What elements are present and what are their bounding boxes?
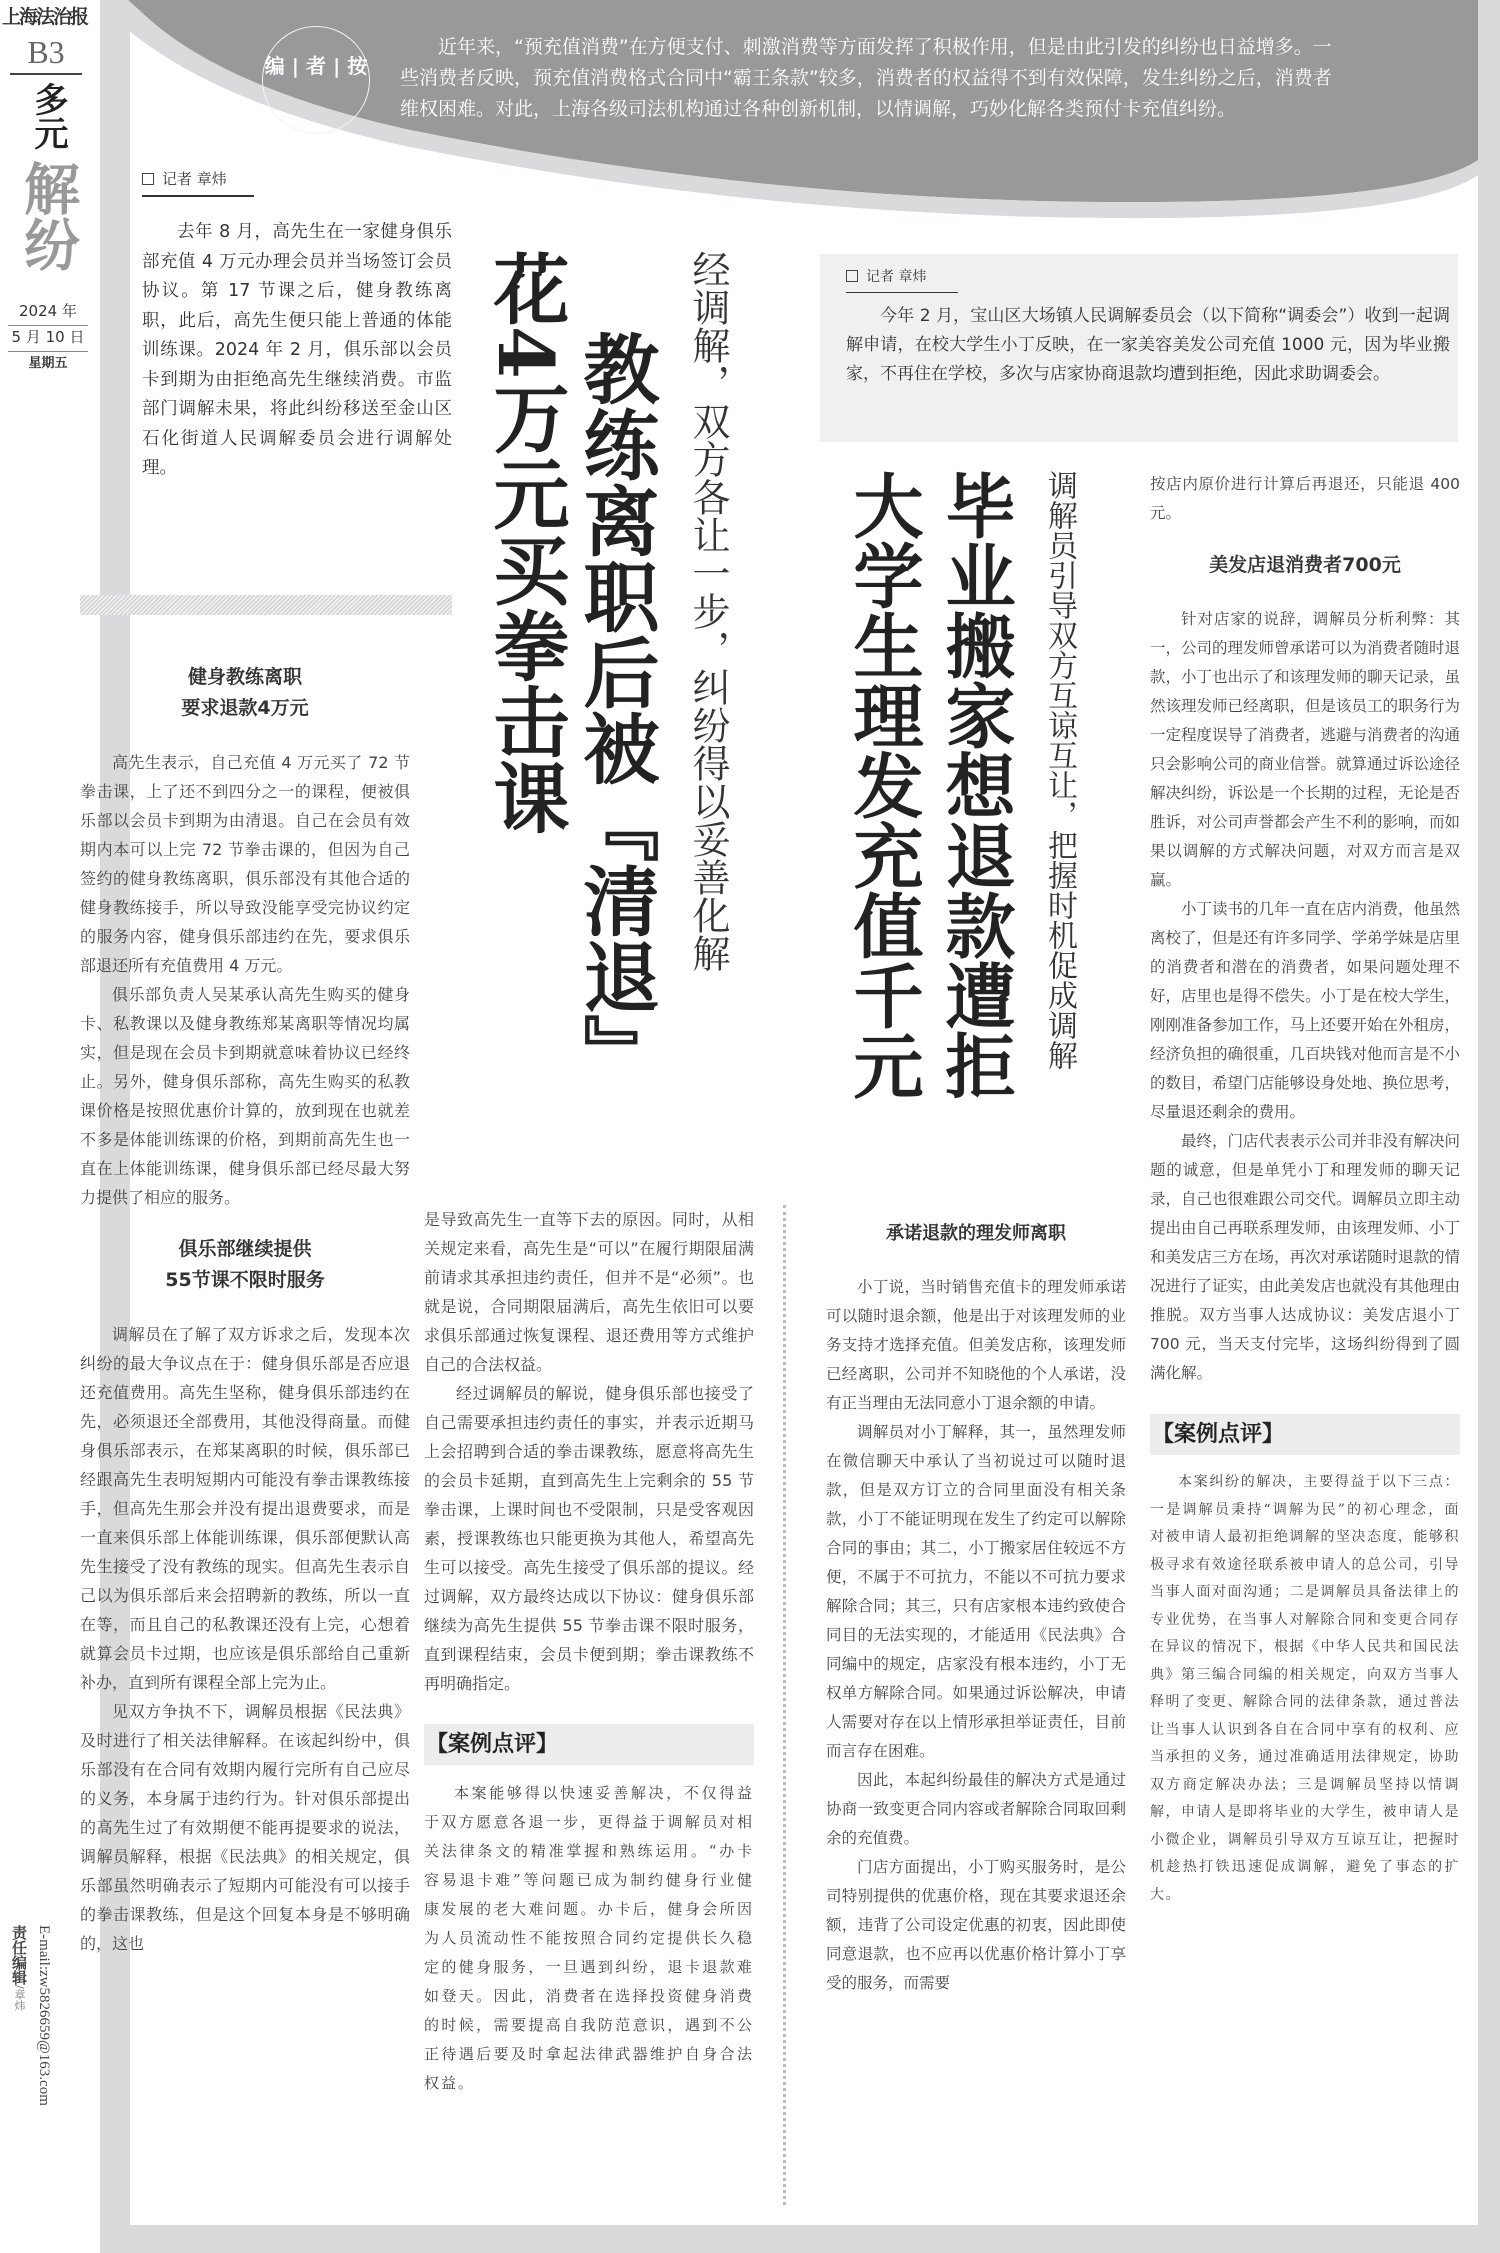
editor-note-text: 近年来，“预充值消费”在方便支付、刺激消费等方面发挥了积极作用，但是由此引发的纠纷也日益增多。一些消费者反映，预充值消费格式合同中“霸王条款”较多，消费者的权益得不到有效保障，发生纠纷之后，消费者维权困难。对此，上海各级司法机构通过各种创新机制，以情调解，巧妙化解各类预付卡充值纠纷。 xyxy=(400,36,1332,120)
article1-subheadline: 经调解，双方各让一步，纠纷得以妥善化解 xyxy=(686,250,730,972)
paragraph: 最终，门店代表表示公司并非没有解决问题的诚意，但是单凭小丁和理发师的聊天记录，自己也很难跟公司交代。调解员立即主动提出由自己再联系理发师，由该理发师、小丁和美发店三方在场，再次对承诺随时退款的情况进行了证实，由此美发店也就没有其他理由推脱。双方当事人达成协议：美发店退小丁 700 元，当天支付完毕，这场纠纷得到了圆满化解。 xyxy=(1150,1132,1461,1382)
paragraph: 小丁说，当时销售充值卡的理发师承诺可以随时退余额，他是出于对该理发师的业务支持才选择充值。但美发店称，该理发师已经离职，公司并不知晓他的个人承诺，没有正当理由无法同意小丁退余额的申请。 xyxy=(826,1278,1126,1412)
article2-lead: 今年 2 月，宝山区大场镇人民调解委员会（以下简称“调委会”）收到一起调解申请，在校大学生小丁反映，在一家美容美发公司充值 1000 元，因为毕业搬家，不再住在学校，多次与店家协商退款均遭到拒绝，因此求助调委会。 xyxy=(846,306,1450,384)
article2-section1-title: 承诺退款的理发师离职 xyxy=(886,1223,1066,1244)
paragraph: 调解员对小丁解释，其一，虽然理发师在微信聊天中承认了当初说过可以随时退款，但是双方订立的合同里面没有相关条款，小丁不能证明现在发生了约定可以解除合同的事由；其二，小丁搬家居住较远不方便，不属于不可抗力，不能以不可抗力要求解除合同；其三，只有店家根本违约致使合同目的无法实现的，才能适用《民法典》合同编中的规定，店家没有根本违约，小丁无权单方解除合同。如果通过诉讼解决，申请人需要对存在以上情形承担举证责任，目前而言存在困难。 xyxy=(826,1423,1126,1760)
byline-box-icon xyxy=(142,173,154,185)
date-weekday: 星期五 xyxy=(28,356,68,371)
editor-name: /章炜 xyxy=(13,1985,26,2011)
article1-lead: 去年 8 月，高先生在一家健身俱乐部充值 4 万元办理会员并当场签订会员协议。第 17 节课之后，健身教练离职，此后，高先生便只能上普通的体能训练课。2024 年 2 月，俱乐部以会员卡到期为由拒绝高先生继续消费。市监部门调解未果，将此纠纷移送至金山区石化街道人民调解委员会进行调解处理。 xyxy=(142,222,452,478)
paragraph: 见双方争执不下，调解员根据《民法典》及时进行了相关法律解释。在该起纠纷中，俱乐部没有在合同有效期内履行完所有自己应尽的义务，本身属于违约行为。针对俱乐部提出的高先生过了有效期便不能再提要求的说法，调解员解释，根据《民法典》的相关规定，俱乐部虽然明确表示了短期内可能没有可以接手的拳击课教练，但是这个回复本身是不够明确的，这也 xyxy=(80,1702,410,1953)
article2-review xyxy=(1150,1469,1460,1909)
column-separator xyxy=(783,1205,786,2205)
article1-byline: 记者 章炜 xyxy=(142,168,254,197)
article2-column1 xyxy=(826,1210,1126,1998)
editor-label: 责任编辑 xyxy=(10,1925,28,1985)
newspaper-masthead: 上海法治报 xyxy=(2,6,88,28)
paragraph: 小丁读书的几年一直在店内消费，他虽然离校了，但是还有许多同学、学弟学妹是店里的消费者和潜在的消费者，如果问题处理不好，店里也是得不偿失。小丁是在校大学生，刚刚准备参加工作，马上还要开始在外租房，经济负担的确很重，几百块钱对他而言是不小的数目，希望门店能够设身处地、换位思考，尽量退还剩余的费用。 xyxy=(1150,900,1461,1121)
article1-column1 xyxy=(80,640,410,1958)
paragraph: 门店方面提出，小丁购买服务时，是公司特别提供的优惠价格，现在其要求退还余额，违背了公司设定优惠的初衷，因此即使同意退款，也不应再以优惠价格计算小丁享受的服务，而需要 xyxy=(826,1858,1126,1992)
section-name-secondary: 解纷 xyxy=(15,160,81,272)
article1-headline-line2: 教练离职后被『清退』 xyxy=(571,330,660,1090)
paragraph: 因此，本起纠纷最佳的解决方式是通过协商一致变更合同内容或者解除合同取回剩余的充值费。 xyxy=(826,1771,1126,1847)
paragraph: 是导致高先生一直等下去的原因。同时，从相关规定来看，高先生是“可以”在履行期限届满前请求其承担违约责任，但并不是“必须”。也就是说，合同期限届满后，高先生依旧可以要求俱乐部通过恢复课程、退还费用等方式维护自己的合法权益。 xyxy=(424,1210,754,1374)
article2-subheadline: 调解员引导双方互谅互让，把握时机促成调解 xyxy=(1042,470,1077,1070)
article2-column2 xyxy=(1150,470,1460,1909)
article2-section2-title: 美发店退消费者700元 xyxy=(1209,554,1401,576)
date-day: 5 月 10 日 xyxy=(8,326,88,352)
paragraph: 俱乐部负责人吴某承认高先生购买的健身卡、私教课以及健身教练郑某离职等情况均属实，但是现在会员卡到期就意味着协议已经终止。另外，健身俱乐部称，高先生购买的私教课价格是按照优惠价计算的，放到现在也就差不多是体能训练课的价格，到期前高先生也一直在上体能训练课，健身俱乐部已经尽最大努力提供了相应的服务。 xyxy=(80,985,410,1207)
article1-headline-line1: 花4万元买拳击课 xyxy=(481,250,570,835)
hatched-divider xyxy=(80,595,452,615)
article1-section2-title: 俱乐部继续提供 55节课不限时服务 xyxy=(165,1238,325,1291)
article2-headline-line1: 大学生理发充值千元 xyxy=(842,470,925,1100)
paragraph: 针对店家的说辞，调解员分析利弊：其一，公司的理发师曾承诺可以为消费者随时退款，小丁也出示了和该理发师的聊天记录，虽然该理发师已经离职，但是该员工的职务行为一定程度误导了消费者，逃避与消费者的沟通只会影响公司的商业信誉。就算通过诉讼途径解决纠纷，诉讼是一个长期的过程，无论是否胜诉，对公司声誉都会产生不利的影响，而如果以调解的方式解决问题，对双方而言是双赢。 xyxy=(1150,610,1461,889)
article2-headline-line2: 毕业搬家想退款遭拒 xyxy=(934,470,1017,1100)
paragraph: 本案纠纷的解决，主要得益于以下三点：一是调解员秉持“调解为民”的初心理念，面对被申请人最初拒绝调解的坚决态度，能够积极寻求有效途径联系被申请人的总公司，引导当事人面对面沟通；二是调解员具备法律上的专业优势，在当事人对解除合同和变更合同存在异议的情况下，根据《中华人民共和国民法典》第三编合同编的相关规定，向双方当事人释明了变更、解除合同的法律条款，通过普法让当事人认识到各自在合同中享有的权利、应当承担的义务，通过准确适用法律规定，协助双方商定解决办法；三是调解员坚持以情调解，申请人是即将毕业的大学生，被申请人是小微企业，调解员引导双方互谅互让，把握时机趁热打铁迅速促成调解，避免了事态的扩大。 xyxy=(1150,1474,1460,1903)
date-year: 2024 年 xyxy=(8,300,88,326)
article1-column2 xyxy=(424,1205,754,2098)
page-number: B3 xyxy=(10,34,82,75)
editor-note-label: 编 | 者 | 按 xyxy=(264,54,368,78)
paragraph: 调解员在了解了双方诉求之后，发现本次纠纷的最大争议点在于：健身俱乐部是否应退还充值费用。高先生坚称，健身俱乐部违约在先，必须退还全部费用，其他没得商量。而健身俱乐部表示，在郑某离职的时候，俱乐部已经跟高先生表明短期内可能没有拳击课教练接手，但高先生那会并没有提出退费要求，而是一直来俱乐部上体能训练课，俱乐部便默认高先生接受了没有教练的现实。但高先生表示自己以为俱乐部后来会招聘新的教练，所以一直在等，而且自己的私教课还没有上完，心想着就算会员卡过期，也应该是俱乐部给自己重新补办，直到所有课程全部上完为止。 xyxy=(80,1325,410,1692)
paragraph: 按店内原价进行计算后再退还，只能退 400 元。 xyxy=(1150,475,1460,522)
editor-note-circle xyxy=(262,26,370,134)
paragraph: 本案能够得以快速妥善解决，不仅得益于双方愿意各退一步，更得益于调解员对相关法律条文的精准掌握和熟练运用。“办卡容易退卡难”等问题已成为制约健身行业健康发展的老大难问题。办卡后，健身会所因为人员流动性不能按照合同约定提供长久稳定的健身服务，一旦遇到纠纷，退卡退款难如登天。因此，消费者在选择投资健身消费的时候，需要提高自我防范意识，遇到不公正待遇后要及时拿起法律武器维护自身合法权益。 xyxy=(424,1784,754,2092)
paragraph: 经过调解员的解说，健身俱乐部也接受了自己需要承担违约责任的事实，并表示近期马上会招聘到合适的拳击课教练，愿意将高先生的会员卡延期，直到高先生上完剩余的 55 节拳击课，上课时间也不受限制，只是受客观因素，授课教练也只能更换为其他人，希望高先生可以接受。高先生接受了俱乐部的提议。经过调解，双方最终达成以下协议：健身俱乐部继续为高先生提供 55 节拳击课不限时服务，直到课程结束，会员卡便到期；拳击课教练不再明确指定。 xyxy=(424,1384,754,1693)
article1-review-label: 【案例点评】 xyxy=(424,1724,754,1765)
article1-section1-title: 健身教练离职 要求退款4万元 xyxy=(181,666,309,719)
paragraph: 高先生表示，自己充值 4 万元买了 72 节拳击课，上了还不到四分之一的课程，便被俱乐部以会员卡到期为由清退。自己在会员有效期内本可以上完 72 节拳击课的，但因为自己签约的健身教练离职，俱乐部没有其他合适的健身教练接手，所以导致没能享受完协议约定的服务内容，健身俱乐部违约在先，要求俱乐部退还所有充值费用 4 万元。 xyxy=(80,753,410,975)
byline-box-icon xyxy=(846,270,858,282)
article2-review-label: 【案例点评】 xyxy=(1150,1414,1460,1455)
article1-review xyxy=(424,1779,754,2098)
editor-email[interactable]: E-mail:zw5826659@163.com xyxy=(36,1925,52,2106)
section-name-primary: 多元 xyxy=(28,82,68,150)
article2-byline: 记者 章炜 xyxy=(846,266,958,293)
